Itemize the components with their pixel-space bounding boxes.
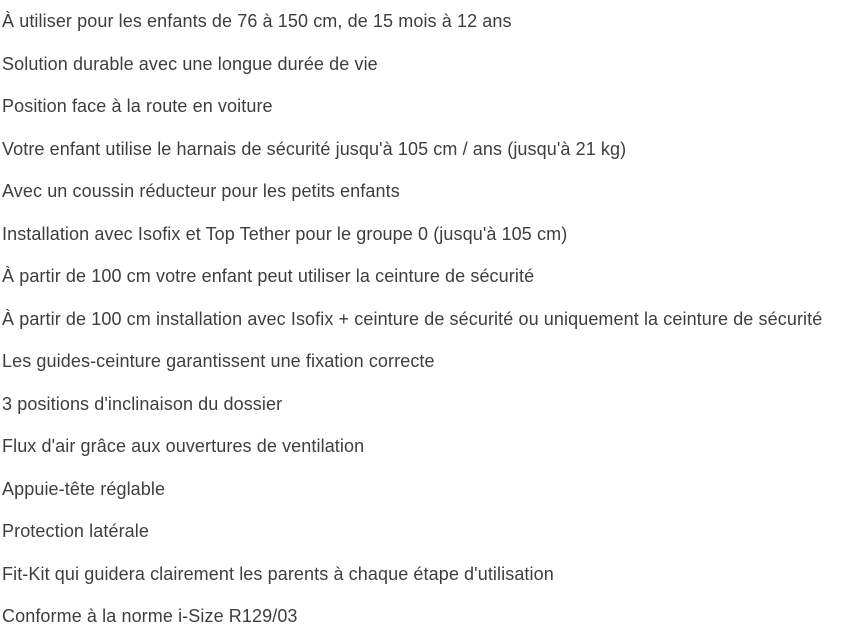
feature-item: Flux d'air grâce aux ouvertures de ventilation: [2, 436, 365, 456]
feature-item: Solution durable avec une longue durée de vie: [2, 53, 378, 74]
feature-item: Appuie-tête réglable: [2, 478, 166, 499]
feature-item: Fit-Kit qui guidera clairement les parents à chaque étape d'utilisation: [2, 563, 554, 584]
feature-item: Les guides-ceinture garantissent une fixation correcte: [2, 351, 435, 371]
feature-item: Position face à la route en voiture: [2, 96, 273, 116]
feature-item: À partir de 100 cm installation avec Isofix + ceinture de sécurité ou uniquement la ceinture de sécurité: [2, 308, 823, 329]
feature-item: À utiliser pour les enfants de 76 à 150 cm, de 15 mois à 12 ans: [2, 11, 512, 31]
feature-item: Avec un coussin réducteur pour les petits enfants: [2, 181, 400, 201]
feature-item: À partir de 100 cm votre enfant peut utiliser la ceinture de sécurité: [2, 266, 535, 286]
feature-item: Installation avec Isofix et Top Tether pour le groupe 0 (jusqu'à 105 cm): [2, 223, 568, 244]
feature-item: Protection latérale: [2, 521, 149, 541]
feature-item: 3 positions d'inclinaison du dossier: [2, 393, 283, 414]
feature-item: Conforme à la norme i-Size R129/03: [2, 606, 298, 626]
feature-item: Votre enfant utilise le harnais de sécurité jusqu'à 105 cm / ans (jusqu'à 21 kg): [2, 138, 627, 159]
